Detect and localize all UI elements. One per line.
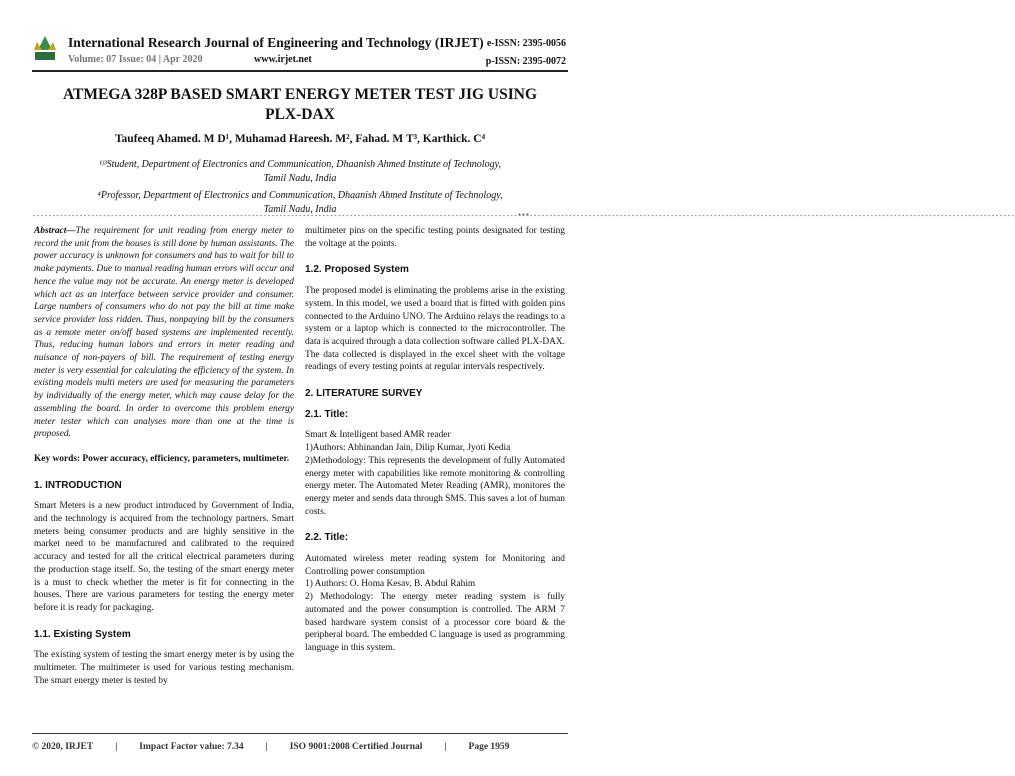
affiliation-line: Tamil Nadu, India — [263, 173, 337, 184]
right-column — [305, 225, 565, 655]
section-separator: ----------------------------------------------------------------------------------------------------------------------------***---------------------------------------------------------------------------------------------------------------------------- — [32, 212, 1015, 220]
subsection-heading-title-2: 2.2. Title: — [305, 532, 349, 544]
survey-1-methodology: 2)Methodology: This represents the development of fully Automated energy meter with capabilities like remote monitoring & controlling energy meter. The Automated Meter Reading (AMR), monitores the energy meter and sends data through SMS. This saves a lot of human costs. — [305, 455, 565, 517]
left-column — [34, 225, 294, 688]
volume-issue: Volume: 07 Issue: 04 | Apr 2020 — [68, 54, 203, 65]
footer-divider — [32, 733, 568, 734]
proposed-system-text: The proposed model is eliminating the problems arise in the existing system. In this model, we used a board that is fitted with golden pins connected to the Arduino UNO. The Arduino relays the readings to a system or a laptop which is connected to the microcontroller. The data is acquired through a data collection software called PLX-DAX. The data collected is displayed in the excel sheet with the voltage readings of every testing points at regular intervals respectively. — [305, 286, 565, 373]
survey-1-title: Smart & Intelligent based AMR reader — [305, 430, 451, 441]
abstract-text: The requirement for unit reading from energy meter to record the unit from the houses is still done by human assistants. The power accuracy is unknown for consumers and has to wait for bill to make payments. Due to manual reading human errors will occur and hence the value may not be accurate. An energy meter is developed which act as an interface between service provider and consumer. Large numbers of consumers who do not pay the bill at time make service provider loss ridden. Thus, nonpaying bill by the consumers as a remote meter on/off based systems are implemented recently. Thus, reducing human labors and errors in meter reading and nuisance of non-payers of bill. The requirement of testing energy meter is very essential for calculating the efficiency of the system. In existing models multi meters are used for measuring the parameters by individually of the energy meter, which may cause delay for the assembling the board. In order to overcome this problem energy meter tester which can analyses more than one at the time is proposed. — [34, 226, 294, 440]
section-heading-existing-system: 1.1. Existing System — [34, 628, 131, 640]
section-heading-introduction: 1. INTRODUCTION — [34, 479, 122, 491]
survey-2-title: Automated wireless meter reading system for Monitoring and Controlling power consumption — [305, 554, 565, 577]
continued-text: multimeter pins on the specific testing points designated for testing the voltage at the points. — [305, 226, 565, 249]
journal-website: www.irjet.net — [254, 54, 312, 65]
header-divider — [32, 70, 568, 72]
footer-separator: | — [265, 742, 268, 752]
affiliation-line: Tamil Nadu, India — [263, 204, 337, 215]
page-footer — [32, 742, 568, 752]
survey-2-methodology: 2) Methodology: The energy meter reading system is fully automated and the power consumption is controlled. The ARM 7 based hardware system consist of a processor core board & the peripheral board. The embedded C language is used as programming language in this system. — [305, 592, 565, 653]
abstract-label: Abstract— — [34, 226, 76, 236]
affiliation-line: ⁴Professor, Department of Electronics and Communication, Dhaanish Ahmed Institute of Technology, — [97, 190, 503, 201]
paper-title — [40, 85, 560, 125]
affiliation-students — [50, 158, 550, 186]
keywords: Key words: Power accuracy, efficiency, parameters, multimeter. — [34, 453, 290, 464]
affiliation-line: ¹ʲ³Student, Department of Electronics and Communication, Dhaanish Ahmed Institute of Technology, — [99, 159, 501, 170]
footer-separator: | — [115, 742, 118, 752]
e-issn: e-ISSN: 2395-0056 — [486, 38, 566, 49]
author-list: Taufeeq Ahamed. M D¹, Muhamad Hareesh. M², Fahad. M T³, Karthick. C⁴ — [114, 133, 486, 145]
paper-title-line-1: ATMEGA 328P BASED SMART ENERGY METER TEST JIG USING — [62, 86, 538, 103]
section-heading-literature-survey: 2. LITERATURE SURVEY — [305, 388, 423, 400]
abstract — [34, 225, 294, 441]
survey-1-authors: 1)Authors: Abhinandan Jain, Dilip Kumar, Jyoti Kedia — [305, 443, 511, 454]
footer-iso: ISO 9001:2008 Certified Journal — [289, 742, 423, 752]
introduction-text: Smart Meters is a new product introduced by Government of India, and the technology is acquired from the technology partners. Smart meters being consumer products and are highly sensitive in the market need to be manufactured and calibrated to the required accuracy and tested for all the critical electrical parameters during the production stage itself. So, the testing of the smart energy meter is a must to check whether the meter is fit for connecting in the houses. There are various parameters for testing the energy meter before it is ready for packaging. — [34, 501, 294, 613]
existing-system-text: The existing system of testing the smart energy meter is by using the multimeter. The multimeter is used for various testing mechanism. The smart energy meter is tested by — [34, 650, 294, 686]
p-issn: p-ISSN: 2395-0072 — [485, 56, 566, 67]
footer-separator: | — [444, 742, 447, 752]
survey-2-authors: 1) Authors: O. Homa Kesav, B. Abdul Rahim — [305, 579, 476, 590]
paper-title-line-2: PLX-DAX — [265, 106, 335, 123]
irjet-logo-icon — [32, 34, 58, 62]
journal-name: International Research Journal of Engineering and Technology (IRJET) — [68, 35, 484, 50]
footer-page-number: Page 1959 — [468, 742, 510, 752]
subsection-heading-title-1: 2.1. Title: — [305, 408, 349, 420]
section-heading-proposed-system: 1.2. Proposed System — [305, 264, 409, 276]
footer-impact-factor: Impact Factor value: 7.34 — [139, 742, 244, 752]
footer-copyright: © 2020, IRJET — [32, 742, 94, 752]
